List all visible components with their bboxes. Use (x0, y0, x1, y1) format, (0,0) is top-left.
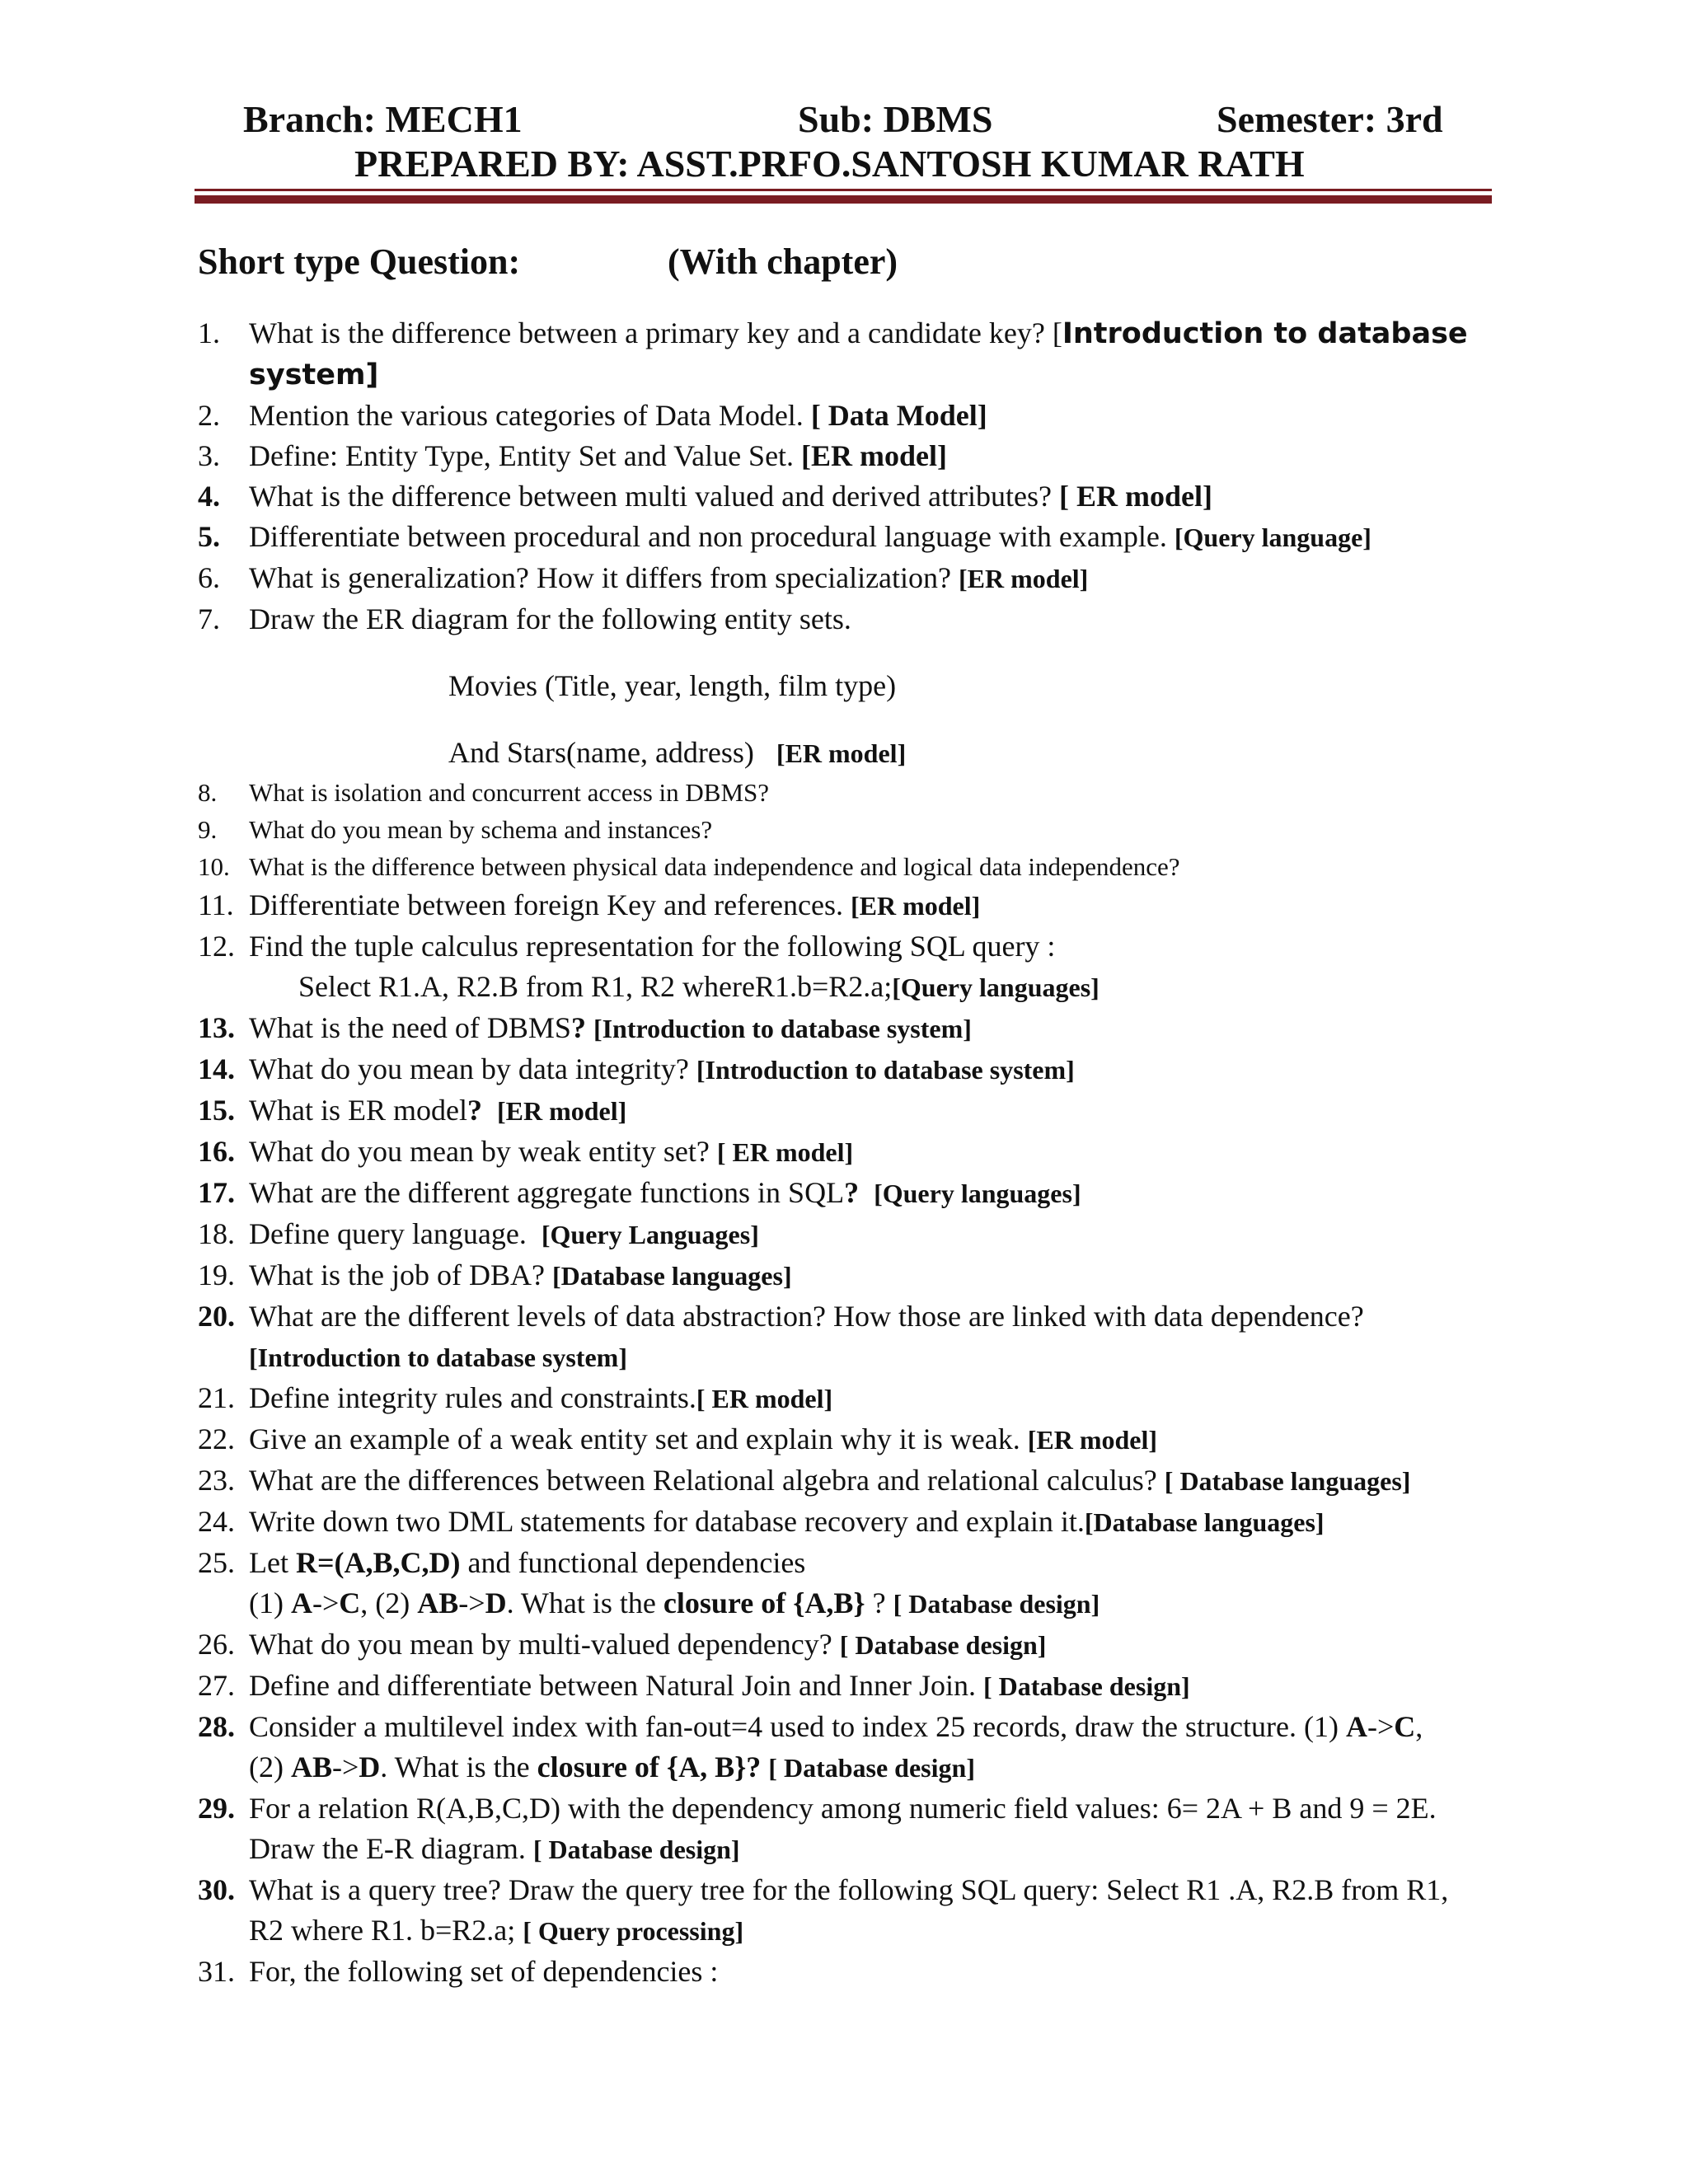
chapter-tag: [Query languages] (892, 972, 1100, 1002)
question-text (249, 1049, 1500, 1090)
fd-lhs: AB (417, 1586, 459, 1619)
question-subline (198, 733, 1500, 774)
header-divider-thin (195, 189, 1492, 191)
question-number: 13. (198, 1011, 235, 1044)
chapter-tag: [Query languages] (874, 1179, 1081, 1208)
fd-lhs: A (1345, 1710, 1367, 1743)
question-item (198, 1132, 1500, 1173)
question-number: 8. (198, 778, 218, 807)
chapter-tag: [ Query processing] (523, 1916, 744, 1946)
entity-stars (249, 733, 1500, 774)
chapter-tag-cont: system] (249, 359, 379, 391)
question-item (198, 436, 1500, 476)
question-text (249, 1173, 1500, 1214)
section-subtitle: (With chapter) (668, 241, 898, 282)
question-item (198, 1049, 1500, 1090)
question-number: 10. (198, 852, 230, 881)
question-text: For, the following set of dependencies : (249, 1955, 719, 1988)
question-text (249, 1707, 1500, 1788)
fd-arrow: -> (312, 1586, 340, 1619)
question-text (249, 396, 1500, 436)
question-text (249, 1132, 1500, 1173)
question-text-part: , (2) (360, 1586, 418, 1619)
question-item (198, 1870, 1500, 1952)
fd-rhs: C (339, 1586, 361, 1619)
question-item (198, 1624, 1500, 1666)
question-number: 21. (198, 1381, 235, 1414)
question-list (198, 313, 1500, 1992)
question-text (249, 885, 1500, 926)
question-text-part: Let (249, 1546, 296, 1579)
question-text-part: Define: Entity Type, Entity Set and Value Set. (249, 439, 795, 472)
question-text (249, 926, 1500, 1008)
question-text-part: and functional dependencies (460, 1546, 806, 1579)
entity-movies: Movies (Title, year, length, film type) (448, 669, 897, 702)
chapter-tag: [ Database design] (983, 1671, 1190, 1701)
question-item (198, 811, 1500, 848)
chapter-tag: [ Database design] (532, 1835, 740, 1864)
question-text-part: , (1415, 1710, 1423, 1743)
question-text-part: Write down two DML statements for database recovery and explain it. (249, 1505, 1085, 1538)
question-text-part: What are the different aggregate functions in SQL (249, 1176, 845, 1209)
chapter-tag: [ER model] (850, 891, 981, 921)
chapter-tag: [ Database languages] (1164, 1466, 1411, 1496)
question-item (198, 1296, 1500, 1378)
question-mark: ? (570, 1011, 586, 1044)
header-divider-thick (195, 195, 1492, 204)
chapter-tag: [Query language] (1174, 523, 1372, 552)
question-item (198, 1666, 1500, 1707)
question-text (249, 1666, 1500, 1707)
question-item (198, 599, 1500, 640)
question-text (249, 1502, 1500, 1543)
question-text-part: And Stars(name, address) (448, 736, 754, 769)
chapter-tag: [ Database design] (839, 1630, 1047, 1660)
chapter-tag: [ER model] (959, 564, 1089, 593)
question-item (198, 313, 1500, 396)
question-text-part: What is the difference between a primary key and a candidate key? [ (249, 316, 1062, 349)
question-text-part: (1) (249, 1586, 291, 1619)
prepared-by: PREPARED BY: ASST.PRFO.SANTOSH KUMAR RATH (354, 143, 1305, 185)
question-item (198, 476, 1500, 517)
question-text-part: ? (865, 1586, 893, 1619)
question-number: 15. (198, 1094, 235, 1127)
question-text (249, 313, 1500, 396)
question-item (198, 1214, 1500, 1255)
question-text (249, 1543, 1500, 1624)
question-number: 6. (198, 561, 220, 594)
question-text (249, 1419, 1500, 1460)
question-text-part: What is a query tree? Draw the query tree for the following SQL query: Select R1 .A, R2.B from R1, (249, 1873, 1449, 1906)
semester-label: Semester: 3rd (1217, 98, 1443, 140)
question-text-part: Mention the various categories of Data Model. (249, 399, 804, 432)
question-text-part: What is the need of DBMS (249, 1011, 571, 1044)
question-item (198, 774, 1500, 811)
question-text-part: For a relation R(A,B,C,D) with the dependency among numeric field values: 6= 2A + B and 9 = 2E. (249, 1792, 1437, 1825)
branch-label: Branch: MECH1 (243, 98, 523, 140)
question-number: 27. (198, 1669, 235, 1702)
question-item (198, 926, 1500, 1008)
question-text (249, 558, 1500, 599)
question-number: 30. (198, 1873, 235, 1906)
question-number: 23. (198, 1464, 235, 1497)
chapter-tag: [ Database design] (893, 1589, 1100, 1619)
closure-text: closure of {A, B}? (537, 1750, 769, 1783)
question-item (198, 558, 1500, 599)
question-number: 14. (198, 1052, 235, 1085)
question-number: 24. (198, 1505, 235, 1538)
chapter-tag: [Database languages] (551, 1261, 792, 1291)
question-item (198, 1788, 1500, 1870)
chapter-tag: [Database languages] (1084, 1507, 1325, 1537)
fd-arrow: -> (458, 1586, 485, 1619)
question-text-part: Consider a multilevel index with fan-out=4 used to index 25 records, draw the structure. (1) (249, 1710, 1346, 1743)
question-number: 1. (198, 316, 220, 349)
question-text (249, 1870, 1500, 1952)
question-item (198, 1952, 1500, 1992)
question-number: 12. (198, 930, 235, 963)
question-number: 26. (198, 1628, 235, 1661)
question-number: 4. (198, 480, 220, 513)
question-text-part: Define integrity rules and constraints. (249, 1381, 696, 1414)
question-text (249, 1255, 1500, 1296)
question-subline (198, 666, 1500, 706)
question-text-part: Define query language. (249, 1217, 527, 1250)
chapter-tag: [Query Languages] (541, 1220, 759, 1249)
question-text (249, 517, 1500, 558)
fd-arrow: -> (1367, 1710, 1395, 1743)
question-number: 16. (198, 1135, 235, 1168)
question-item (198, 1419, 1500, 1460)
fd-arrow: -> (332, 1750, 359, 1783)
question-number: 25. (198, 1546, 235, 1579)
question-item (198, 1090, 1500, 1132)
section-heading (198, 241, 1517, 290)
question-text: Draw the ER diagram for the following entity sets. (249, 602, 851, 635)
chapter-tag: Introduction to database (1062, 317, 1468, 350)
question-text-part: . What is the (380, 1750, 537, 1783)
closure-text: closure of {A,B} (663, 1586, 865, 1619)
question-number: 20. (198, 1300, 235, 1333)
question-text-part: Give an example of a weak entity set and explain why it is weak. (249, 1422, 1020, 1455)
fd-rhs: C (1394, 1710, 1416, 1743)
question-text-part: (2) (249, 1750, 291, 1783)
question-text: What do you mean by schema and instances? (249, 815, 713, 844)
chapter-tag: [ ER model] (716, 1137, 854, 1167)
question-item (198, 1543, 1500, 1624)
question-number: 7. (198, 602, 220, 635)
question-text: What is the difference between physical data independence and logical data independence? (249, 852, 1180, 881)
question-text-part: Draw the E-R diagram. (249, 1832, 526, 1865)
question-text-part: What are the differences between Relational algebra and relational calculus? (249, 1464, 1157, 1497)
question-mark: ? (467, 1094, 482, 1127)
question-text-part: What is generalization? How it differs from specialization? (249, 561, 952, 594)
question-text-part: Find the tuple calculus representation for the following SQL query : (249, 930, 1056, 963)
question-item (198, 1502, 1500, 1543)
header-row (0, 97, 1688, 147)
question-number: 29. (198, 1792, 235, 1825)
sql-query: Select R1.A, R2.B from R1, R2 whereR1.b=R2.a; (298, 970, 893, 1003)
question-item (198, 1378, 1500, 1419)
question-item (198, 517, 1500, 558)
question-number: 17. (198, 1176, 235, 1209)
question-item (198, 396, 1500, 436)
question-number: 18. (198, 1217, 235, 1250)
question-number: 5. (198, 520, 220, 553)
question-item (198, 1173, 1500, 1214)
fd-rhs: D (485, 1586, 507, 1619)
fd-lhs: A (290, 1586, 312, 1619)
question-text (249, 1090, 1500, 1132)
question-text (249, 1788, 1500, 1870)
question-text-part: What do you mean by data integrity? (249, 1052, 689, 1085)
question-item (198, 1707, 1500, 1788)
question-text-part: . What is the (506, 1586, 663, 1619)
question-number: 19. (198, 1258, 235, 1291)
question-text-part: Differentiate between foreign Key and references. (249, 888, 843, 921)
fd-rhs: D (359, 1750, 381, 1783)
section-title: Short type Question: (198, 241, 521, 282)
subject-label: Sub: DBMS (798, 98, 993, 140)
chapter-tag: [ ER model] (1058, 480, 1212, 513)
question-text-part: What do you mean by weak entity set? (249, 1135, 710, 1168)
question-number: 28. (198, 1710, 235, 1743)
question-text (249, 476, 1500, 517)
question-text (249, 1008, 1500, 1049)
relation-schema: R=(A,B,C,D) (295, 1546, 461, 1579)
question-text-part: R2 where R1. b=R2.a; (249, 1914, 516, 1947)
question-item (198, 848, 1500, 885)
chapter-tag: [ Data Model] (810, 399, 987, 432)
question-text-part: What is the difference between multi valued and derived attributes? (249, 480, 1052, 513)
question-text-part: What is ER model (249, 1094, 467, 1127)
question-text (249, 436, 1500, 476)
question-text (249, 1214, 1500, 1255)
question-item (198, 885, 1500, 926)
question-item (198, 1460, 1500, 1502)
question-text (249, 1624, 1500, 1666)
question-text (249, 1378, 1500, 1419)
chapter-tag: [ER model] (801, 439, 948, 472)
question-text: What is isolation and concurrent access in DBMS? (249, 778, 770, 807)
question-item (198, 1008, 1500, 1049)
question-number: 31. (198, 1955, 235, 1988)
question-text (249, 1296, 1500, 1378)
question-text-part: What are the different levels of data abstraction? How those are linked with data dependence? (249, 1300, 1364, 1333)
chapter-tag: [Introduction to database system] (249, 1343, 627, 1372)
chapter-tag: [Introduction to database system] (593, 1014, 972, 1043)
question-item (198, 1255, 1500, 1296)
question-number: 11. (198, 888, 234, 921)
chapter-tag: [ER model] (1027, 1425, 1158, 1455)
question-text-part: What is the job of DBA? (249, 1258, 545, 1291)
question-text-part: Differentiate between procedural and non procedural language with example. (249, 520, 1167, 553)
chapter-tag: [ ER model] (696, 1384, 833, 1413)
fd-lhs: AB (290, 1750, 332, 1783)
chapter-tag: [ Database design] (768, 1753, 975, 1783)
question-mark: ? (844, 1176, 860, 1209)
question-number: 9. (198, 815, 218, 844)
chapter-tag: [ER model] (496, 1096, 627, 1126)
question-number: 22. (198, 1422, 235, 1455)
question-number: 2. (198, 399, 220, 432)
chapter-tag: [Introduction to database system] (696, 1055, 1075, 1085)
question-number: 3. (198, 439, 220, 472)
question-text-part: What do you mean by multi-valued dependency? (249, 1628, 832, 1661)
question-text (249, 1460, 1500, 1502)
chapter-tag: [ER model] (776, 738, 907, 768)
question-text-part: Define and differentiate between Natural Join and Inner Join. (249, 1669, 976, 1702)
